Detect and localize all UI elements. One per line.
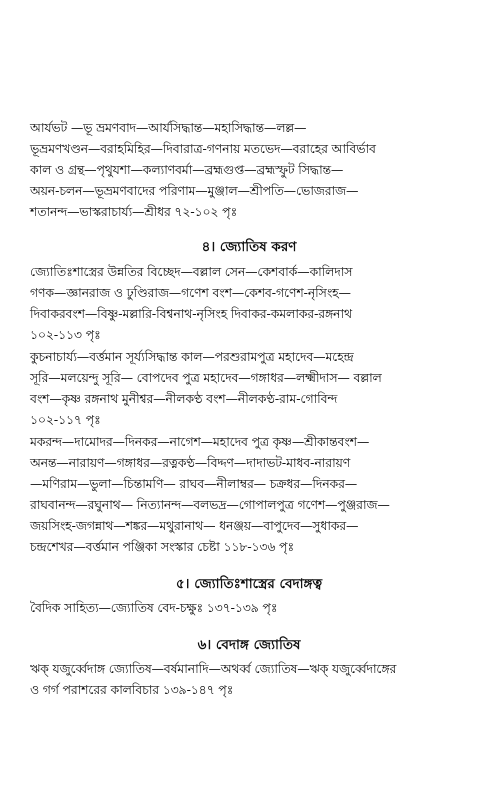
text-line: ঋক্‌ যজুর্ব্বেদাঙ্গ জ্যোতিষ—বর্ষমানাদি—অথর্ব্ব জ্যোতিষ—ঋক্‌ যজুর্ব্বেদাঙ্গের [30,661,397,676]
text-line: চন্দ্রশেখর—বর্ত্তমান পঞ্জিকা সংস্কার চেষ্টা ১১৮-১৩৬ পৃঃ [30,539,295,554]
text-line: জয়সিংহ-জগন্নাথ—শঙ্কর—মথুরানাথ— ধনঞ্জয়—বাপুদেব—সুধাকর— [30,518,359,533]
text-line: কাল ও গ্রন্থ—পৃথুযশা—কল্যাণবর্মা—ব্রহ্মগুপ্ত—ব্রহ্মস্ফুট সিদ্ধান্ত— [30,162,344,177]
text-line: সূরি—মলয়েন্দু সূরি— বোপদেব পুত্র মহাদেব—গঙ্গাধর—লক্ষ্মীদাস— বল্লাল [30,370,382,385]
section-heading: ৫। জ্যোতিঃশাস্ত্রের বেদাঙ্গত্ব [175,576,323,592]
text-line: অয়ন-চলন—ভূভ্রমণবাদের পরিণাম—মুঞ্জাল—শ্রীপতি—ভোজরাজ— [30,183,359,198]
text-line: অনন্ত—নারায়ণ—গঙ্গাধর—রত্নকণ্ঠ—বিদ্দণ—দাদাভট-মাধব-নারায়ণ [30,455,351,470]
text-line: ভূভ্রমণখণ্ডন—বরাহমিহির—দিবারাত্র-গণনায় মতভেদ—বরাহের আবির্ভাব [30,141,376,156]
text-line: ও গর্গ পরাশরের কালবিচার ১৩৯-১৪৭ পৃঃ [30,682,234,697]
section-heading: ৪। জ্যোতিষ করণ [201,239,297,255]
text-line: গণক—জ্ঞানরাজ ও ঢুণ্ডিরাজ—গণেশ বংশ—কেশব-গণেশ-নৃসিংহ— [30,285,351,300]
page-reference: ১০২-১১৩ পৃঃ [30,327,101,342]
text-line: মকরন্দ—দামোদর—দিনকর—নাগেশ—মহাদেব পুত্র কৃষ্ণ—শ্রীকান্তবংশ— [30,434,370,449]
text-line: বংশ—কৃষ্ণ রঙ্গনাথ মুনীশ্বর—নীলকণ্ঠ বংশ—নীলকণ্ঠ-রাম-গোবিন্দ [30,391,338,406]
text-line: রাঘবানন্দ—রঘুনাথ— নিত্যানন্দ—বলভদ্র—গোপালপুত্র গণেশ—পুঞ্জরাজ— [30,497,390,512]
text-line: —মণিরাম—ভুলা—চিন্তামণি— রাঘব—নীলাম্বর— চক্রধর—দিনকর— [30,476,358,491]
text-line: বৈদিক সাহিত্য—জ্যোতিষ বেদ-চক্ষুঃ ১৩৭-১৩৯ পৃঃ [30,600,278,615]
text-line: আর্যভট —ভূ ভ্রমণবাদ—আর্যসিদ্ধান্ত—মহাসিদ্ধান্ত—লল্ল— [30,120,307,135]
section-heading: ৬। বেদাঙ্গ জ্যোতিষ [197,637,301,653]
page-reference: ১০২-১১৭ পৃঃ [30,412,101,427]
text-line: জ্যোতিঃশাস্ত্রের উন্নতির বিচ্ছেদ—বল্লাল সেন—কেশবার্ক—কালিদাস [30,264,353,279]
text-line: কুচনাচার্য্য—বর্ত্তমান সূর্য্যসিদ্ধান্ত কাল—পরশুরামপুত্র মহাদেব—মহেন্দ্র [30,349,354,364]
text-line: শতানন্দ—ভাস্করাচার্য্য—শ্রীধর ৭২-১০২ পৃঃ [30,204,238,219]
text-line: দিবাকরবংশ—বিষ্ণু-মল্লারি-বিশ্বনাথ-নৃসিংহ দিবাকর-কমলাকর-রঙ্গনাথ [30,306,352,321]
